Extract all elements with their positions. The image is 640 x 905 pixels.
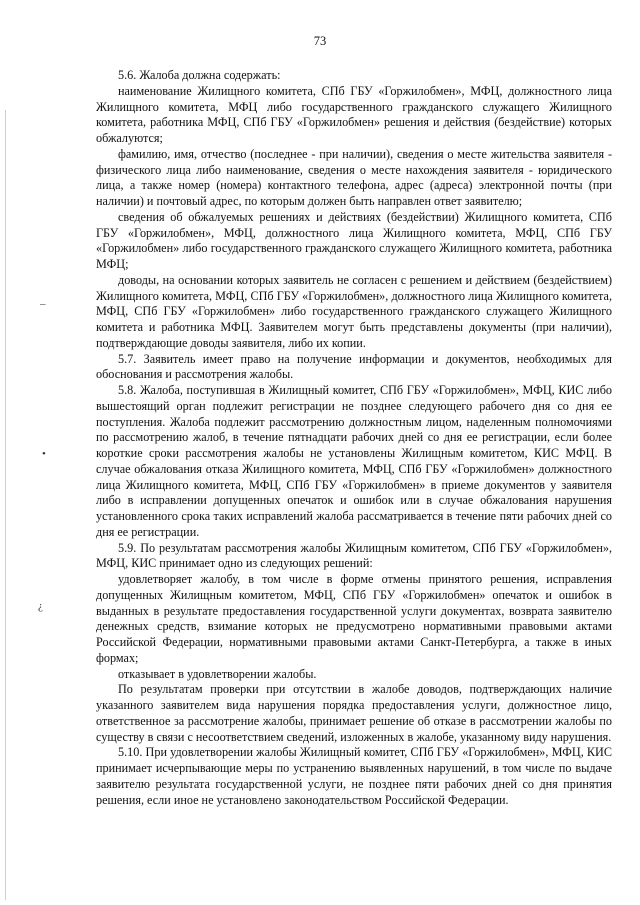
page-number: 73 — [313, 34, 327, 48]
paragraph: отказывает в удовлетворении жалобы. — [118, 666, 317, 681]
paragraph: фамилию, имя, отчество (последнее - при наличии), сведения о месте жительства заявителя - физического лица либо наименование, сведения о месте нахождения заявителя - юридического лица, а также номер (номера) контактного телефона, адрес (адреса) электронной почты (при наличии) и почтовый адрес, по которым должен быть направлен ответ заявителю; — [96, 146, 612, 208]
document-body — [96, 68, 612, 808]
scan-edge-shadow — [5, 110, 6, 900]
paragraph: доводы, на основании которых заявитель не согласен с решением и действием (бездействием) Жилищного комитета, МФЦ, СПб ГБУ «Горжилобмен», должностного лица Жилищного комитета, МФЦ, СПб ГБУ «Горжилобмен» либо государственного гражданского служащего Жилищного комитета и работника МФЦ. Заявителем могут быть представлены документы (при наличии), подтверждающие доводы заявителя, либо их копии. — [96, 272, 612, 350]
scan-artifact-mark: • — [42, 448, 46, 460]
paragraph: 5.9. По результатам рассмотрения жалобы Жилищным комитетом, СПб ГБУ «Горжилобмен», МФЦ, КИС принимает одно из следующих решений: — [96, 540, 612, 571]
paragraph: 5.7. Заявитель имеет право на получение информации и документов, необходимых для обоснования и рассмотрения жалобы. — [96, 351, 612, 382]
paragraph: 5.10. При удовлетворении жалобы Жилищный комитет, СПб ГБУ «Горжилобмен», МФЦ, КИС принимает исчерпывающие меры по устранению выявленных нарушений, в том числе по выдаче заявителю результата государственной услуги, не позднее пяти рабочих дней со дня принятия решения, если иное не установлено законодательством Российской Федерации. — [96, 745, 612, 807]
paragraph: сведения об обжалуемых решениях и действиях (бездействии) Жилищного комитета, СПб ГБУ «Горжилобмен», МФЦ, должностного лица Жилищного комитета, МФЦ, СПб ГБУ «Горжилобмен» либо государственного гражданского служащего Жилищного комитета, работника МФЦ; — [96, 209, 612, 271]
paragraph: удовлетворяет жалобу, в том числе в форме отмены принятого решения, исправления допущенных Жилищным комитетом, МФЦ, СПб ГБУ «Горжилобмен» опечаток и ошибок в выданных в результате предоставления государственной услуги документах, возврата заявителю денежных средств, взимание которых не предусмотрено нормативными правовыми актами Российской Федерации, нормативными правовыми актами Санкт-Петербурга, а также в иных формах; — [96, 572, 612, 665]
paragraph: По результатам проверки при отсутствии в жалобе доводов, подтверждающих наличие указанного заявителем вида нарушения порядка предоставления услуги, должностное лицо, ответственное за рассмотрение жалобы, принимает решение об отказе в рассмотрении жалобы по существу в связи с несоответствием сведений, изложенных в жалобе, указанному виду нарушения. — [96, 682, 612, 744]
paragraph: 5.8. Жалоба, поступившая в Жилищный комитет, СПб ГБУ «Горжилобмен», МФЦ, КИС либо вышестоящий орган подлежит регистрации не позднее следующего рабочего дня со дня ее поступления. Жалоба подлежит рассмотрению должностным лицом, наделенным полномочиями по рассмотрению жалоб, в течение пятнадцати рабочих дней со дня ее регистрации, если более короткие сроки рассмотрения жалобы не установлены Жилищным комитетом, КИС МФЦ. В случае обжалования отказа Жилищного комитета, МФЦ, СПб ГБУ «Горжилобмен» должностного лица Жилищного комитета, МФЦ, СПб ГБУ «Горжилобмен» в приеме документов у заявителя либо в исправлении допущенных опечаток и ошибок или в случае обжалования нарушения установленного срока таких исправлений жалоба рассматривается в течение пяти рабочих дней со дня ее регистрации. — [96, 383, 612, 539]
paragraph: 5.6. Жалоба должна содержать: — [118, 68, 281, 82]
paragraph: наименование Жилищного комитета, СПб ГБУ «Горжилобмен», МФЦ, должностного лица Жилищного комитета, МФЦ либо государственного гражданского служащего Жилищного комитета, работника МФЦ, СПб ГБУ «Горжилобмен» решения и действия (бездействие) которых обжалуются; — [96, 83, 612, 145]
scan-artifact-mark: ¿ — [38, 600, 43, 612]
scan-artifact-mark: – — [40, 298, 46, 310]
